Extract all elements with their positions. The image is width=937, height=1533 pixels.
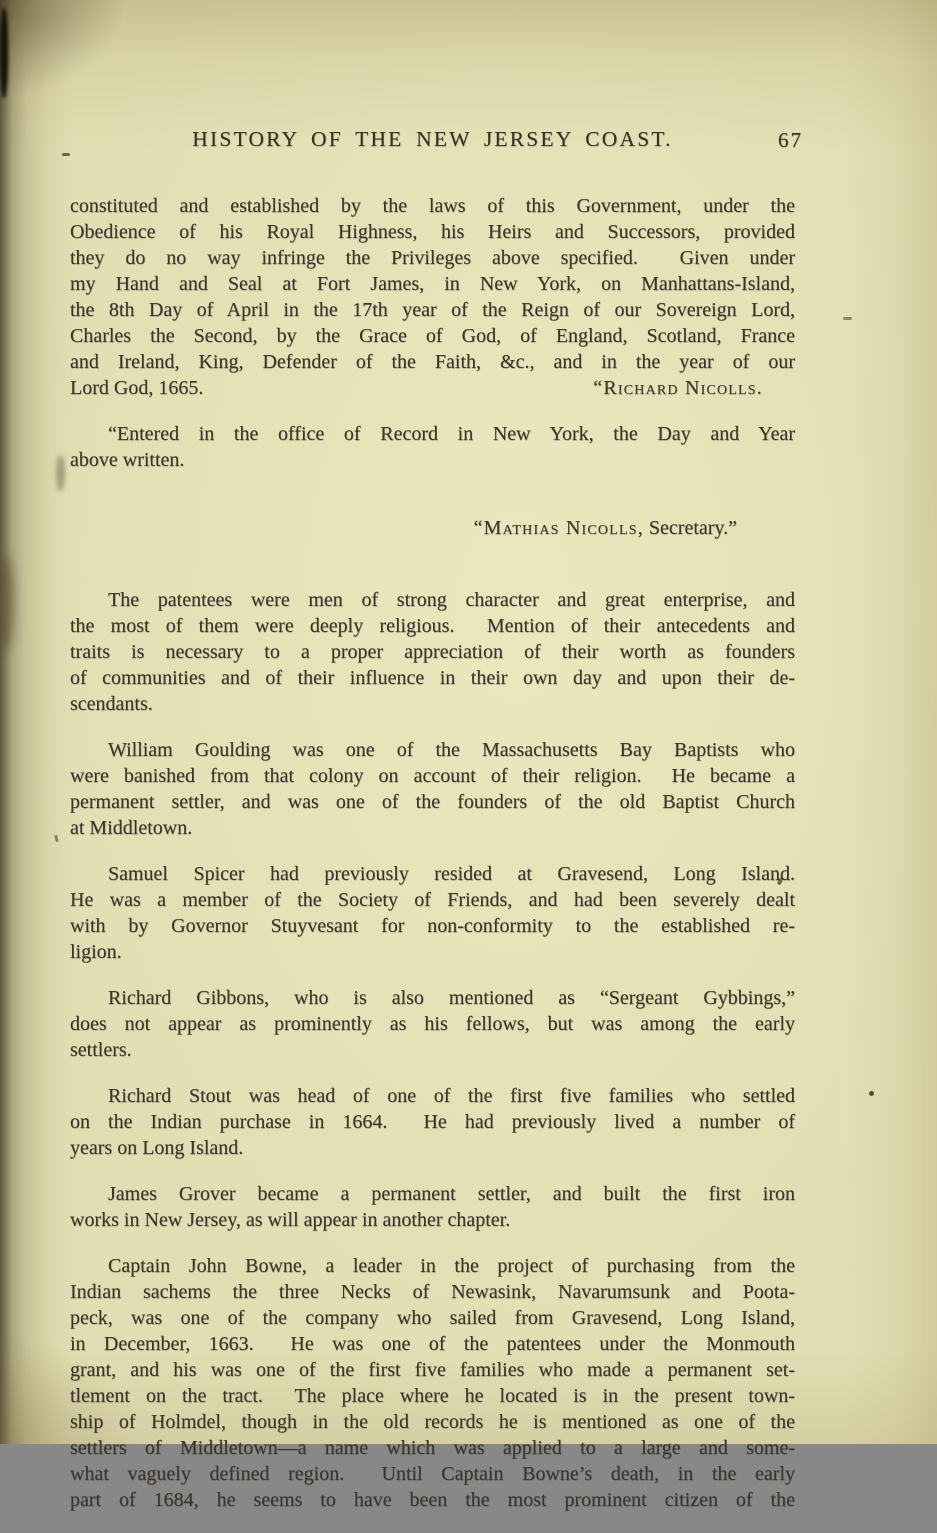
gutter-smudge bbox=[56, 455, 65, 491]
page-body-text bbox=[70, 193, 795, 1533]
ink-speck bbox=[62, 153, 70, 156]
spine-shadow-blot bbox=[0, 555, 14, 650]
text-line: Richard Stout was head of one of the first five families who settled bbox=[108, 1085, 795, 1107]
text-line: Charles the Second, by the Grace of God, of England, Scotland, France bbox=[70, 325, 795, 347]
text-line: works in New Jersey, as will appear in another chapter. bbox=[70, 1209, 511, 1231]
text-line: Richard Gibbons, who is also mentioned as “Sergeant Gybbings,” bbox=[108, 987, 795, 1009]
text-line: ship of Holmdel, though in the old records he is mentioned as one of the bbox=[70, 1411, 795, 1433]
signature-line bbox=[70, 489, 795, 567]
text-line: and Ireland, King, Defender of the Faith, &c., and in the year of our bbox=[70, 351, 795, 373]
text-line: Indian sachems the three Necks of Newasink, Navarumsunk and Poota- bbox=[70, 1281, 795, 1303]
text-line: years on Long Island. bbox=[70, 1137, 244, 1159]
text-line: traits is necessary to a proper appreciation of their worth as founders bbox=[70, 641, 795, 663]
text-line: on the Indian purchase in 1664. He had previously lived a number of bbox=[70, 1111, 795, 1133]
page-number: 67 bbox=[778, 128, 803, 152]
page-header bbox=[70, 127, 803, 153]
text-line: the most of them were deeply religious. Mention of their antecedents and bbox=[70, 615, 795, 637]
text-line: scendants. bbox=[70, 693, 153, 715]
text-line: grant, and his was one of the first five families who made a permanent set- bbox=[70, 1359, 795, 1381]
text-line: William Goulding was one of the Massachusetts Bay Baptists who bbox=[108, 739, 795, 761]
text-line: James Grover became a permanent settler, and built the first iron bbox=[108, 1183, 795, 1205]
spine-shadow-notch bbox=[0, 8, 8, 98]
text-line: constituted and established by the laws of this Government, under the bbox=[70, 195, 795, 217]
text-line: my Hand and Seal at Fort James, in New York, on Manhattans-Island, bbox=[70, 273, 795, 295]
page-title: HISTORY OF THE NEW JERSEY COAST. bbox=[192, 127, 673, 151]
text-line bbox=[70, 375, 795, 401]
text-line: part of 1684, he seems to have been the most prominent citizen of the bbox=[70, 1489, 795, 1511]
signature-title: Secretary.” bbox=[643, 517, 737, 539]
text-line: in December, 1663. He was one of the patentees under the Monmouth bbox=[70, 1333, 795, 1355]
text-line: the 8th Day of April in the 17th year of the Reign of our Sovereign Lord, bbox=[70, 299, 795, 321]
ink-speck bbox=[869, 1091, 874, 1096]
text-line: what vaguely defined region. Until Captain Bowne’s death, in the early bbox=[70, 1463, 795, 1485]
text-line: “Entered in the office of Record in New York, the Day and Year bbox=[108, 423, 795, 445]
text-line: The patentees were men of strong character and great enterprise, and bbox=[108, 589, 795, 611]
text-line: Obedience of his Royal Highness, his Heirs and Successors, provided bbox=[70, 221, 795, 243]
text-line: above written. bbox=[70, 449, 185, 471]
text-line: they do no way infringe the Privileges above specified. Given under bbox=[70, 247, 795, 269]
ink-speck bbox=[54, 835, 59, 843]
ink-speck bbox=[843, 317, 852, 320]
text-line: settlers. bbox=[70, 1039, 132, 1061]
text-line: peck, was one of the company who sailed from Gravesend, Long Island, bbox=[70, 1307, 795, 1329]
text-line: at Middletown. bbox=[70, 817, 193, 839]
text-line: He was a member of the Society of Friends, and had been severely dealt bbox=[70, 889, 795, 911]
text-fragment: Lord God, 1665. bbox=[70, 377, 204, 399]
text-line: does not appear as prominently as his fellows, but was among the early bbox=[70, 1013, 795, 1035]
text-line: settlers of Middletown—a name which was applied to a large and some- bbox=[70, 1437, 795, 1459]
text-line: permanent settler, and was one of the founders of the old Baptist Church bbox=[70, 791, 795, 813]
signature-mathias-nicolls: “Mathias Nicolls, bbox=[473, 517, 644, 539]
text-line: ligion. bbox=[70, 941, 122, 963]
text-line: Samuel Spicer had previously resided at Gravesend, Long Island. bbox=[108, 863, 795, 885]
text-line: tlement on the tract. The place where he located is in the present town- bbox=[70, 1385, 795, 1407]
text-line: were banished from that colony on account of their religion. He became a bbox=[70, 765, 795, 787]
text-line: with by Governor Stuyvesant for non-conformity to the established re- bbox=[70, 915, 795, 937]
text-line: of communities and of their influence in their own day and upon their de- bbox=[70, 667, 795, 689]
text-line: Captain John Bowne, a leader in the project of purchasing from the bbox=[108, 1255, 795, 1277]
signature-richard-nicolls: “Richard Nicolls. bbox=[593, 377, 763, 399]
